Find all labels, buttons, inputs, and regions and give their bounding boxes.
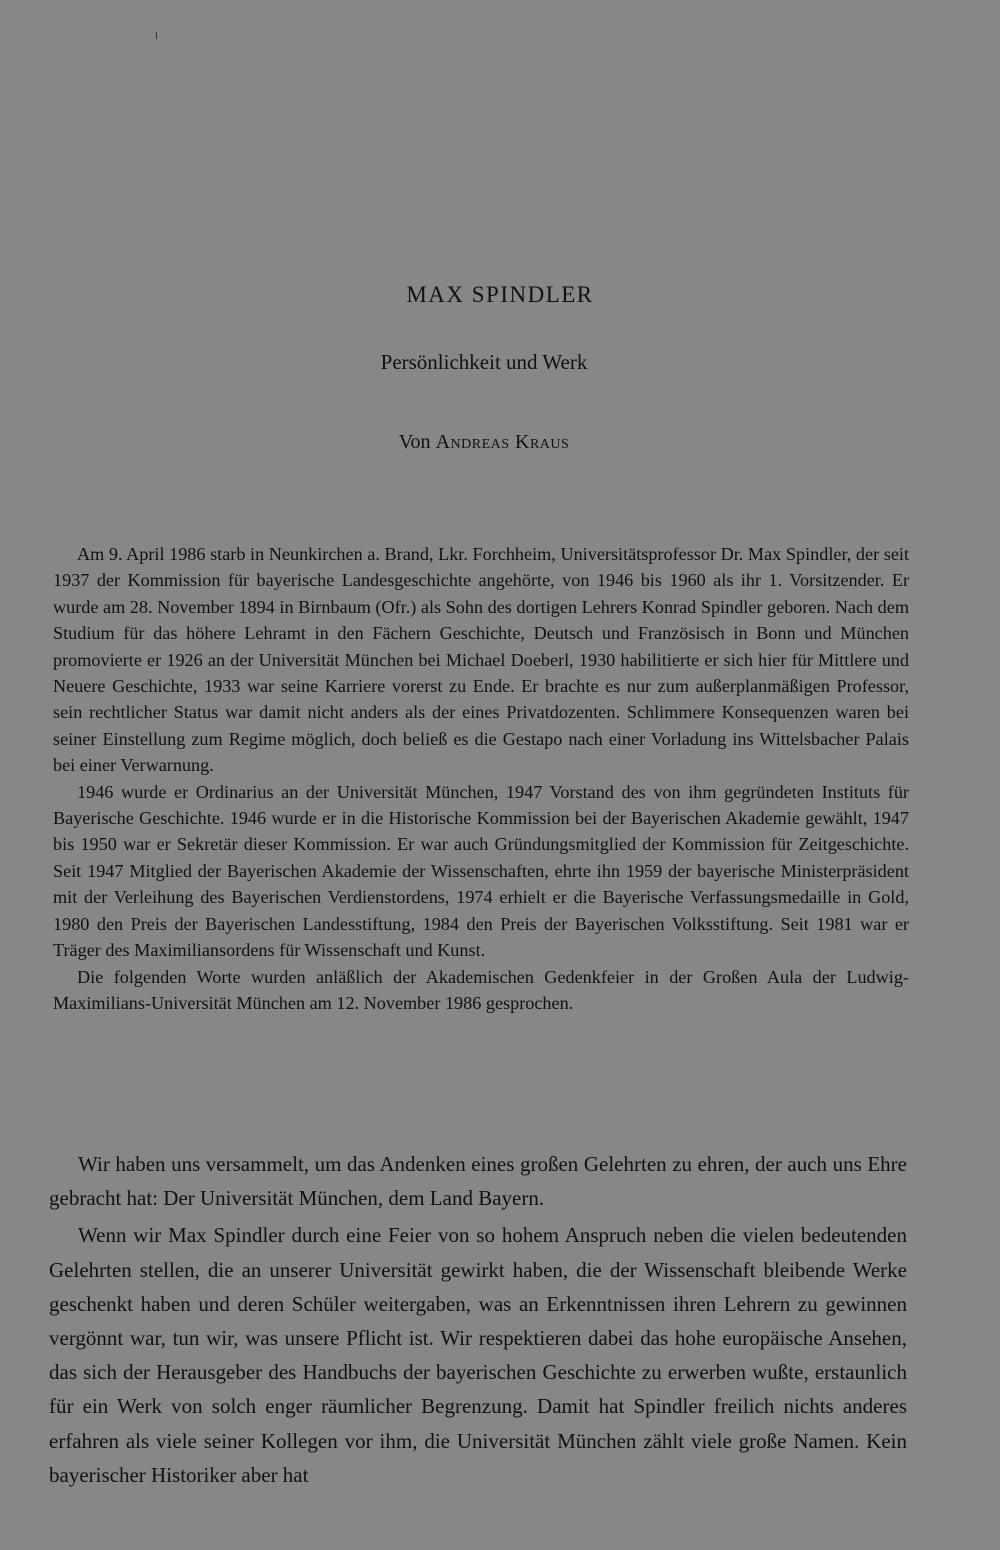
page-subtitle: Persönlichkeit und Werk bbox=[380, 350, 588, 374]
intro-paragraph: 1946 wurde er Ordinarius an der Universität München, 1947 Vorstand des von ihm gegründeten Instituts für Bayerische Geschichte. 1946 wurde er in die Historische Kommission bei der Bayerischen Akademie gewählt, 1947 bis 1950 war er Sekretär dieser Kommission. Er war auch Gründungsmitglied der Kommission für Zeitgeschichte. Seit 1947 Mitglied der Bayerischen Akademie der Wissenschaften, ehrte ihn 1959 der bayerische Ministerpräsident mit der Verleihung des Bayerischen Verdienstordens, 1974 erhielt er die Bayerische Verfassungsmedaille in Gold, 1980 den Preis der Bayerischen Landesstiftung, 1984 den Preis der Bayerischen Volksstiftung. Seit 1981 war er Träger des Maximiliansordens für Wissenschaft und Kunst. bbox=[53, 781, 909, 961]
author-name: Andreas Kraus bbox=[435, 431, 570, 453]
author-line bbox=[0, 431, 968, 454]
body-paragraph: Wenn wir Max Spindler durch eine Feier von so hohem Anspruch neben die vielen bedeutenden Gelehrten stellen, die an unserer Universität gewirkt haben, die der Wissenschaft bleibende Werke geschenkt haben und deren Schüler weitergaben, was an Erkenntnissen ihren Lehrern zu gewinnen vergönnt war, tun wir, was unsere Pflicht ist. Wir respektieren dabei das hohe europäische Ansehen, das sich der Herausgeber des Handbuchs der bayerischen Geschichte zu erwerben wußte, erstaunlich für ein Werk von solch enger räumlicher Begrenzung. Damit hat Spindler freilich nichts anderes erfahren als viele seiner Kollegen vor ihm, die Universität München zählt viele große Namen. Kein bayerischer Historiker aber hat bbox=[49, 1223, 907, 1487]
intro-section bbox=[53, 541, 909, 1016]
scan-mark bbox=[156, 32, 157, 39]
body-section bbox=[49, 1147, 907, 1492]
page-title: MAX SPINDLER bbox=[406, 282, 594, 307]
intro-paragraph: Am 9. April 1986 starb in Neunkirchen a. Brand, Lkr. Forchheim, Universitätsprofessor Dr. Max Spindler, der seit 1937 der Kommission für bayerische Landesgeschichte angehörte, von 1946 bis 1960 als ihr 1. Vorsitzender. Er wurde am 28. November 1894 in Birnbaum (Ofr.) als Sohn des dortigen Lehrers Konrad Spindler geboren. Nach dem Studium für das höhere Lehramt in den Fächern Geschichte, Deutsch und Französisch in Bonn und München promovierte er 1926 an der Universität München bei Michael Doeberl, 1930 habilitierte er sich hier für Mittlere und Neuere Geschichte, 1933 war seine Karriere vorerst zu Ende. Er brachte es nur zum außerplanmäßigen Professor, sein rechtlicher Status war damit nicht anders als der eines Privatdozenten. Schlimmere Konsequenzen waren bei seiner Einstellung zum Regime möglich, doch beließ es die Gestapo nach einer Vorladung ins Wittelsbacher Palais bei einer Verwarnung. bbox=[53, 544, 909, 776]
author-prefix: Von bbox=[398, 431, 436, 453]
body-paragraph: Wir haben uns versammelt, um das Andenken eines großen Gelehrten zu ehren, der auch uns Ehre gebracht hat: Der Universität München, dem Land Bayern. bbox=[49, 1152, 907, 1211]
intro-paragraph: Die folgenden Worte wurden anläßlich der Akademischen Gedenkfeier in der Großen Aula der Ludwig-Maximilians-Universität München am 12. November 1986 gesprochen. bbox=[53, 966, 909, 1013]
